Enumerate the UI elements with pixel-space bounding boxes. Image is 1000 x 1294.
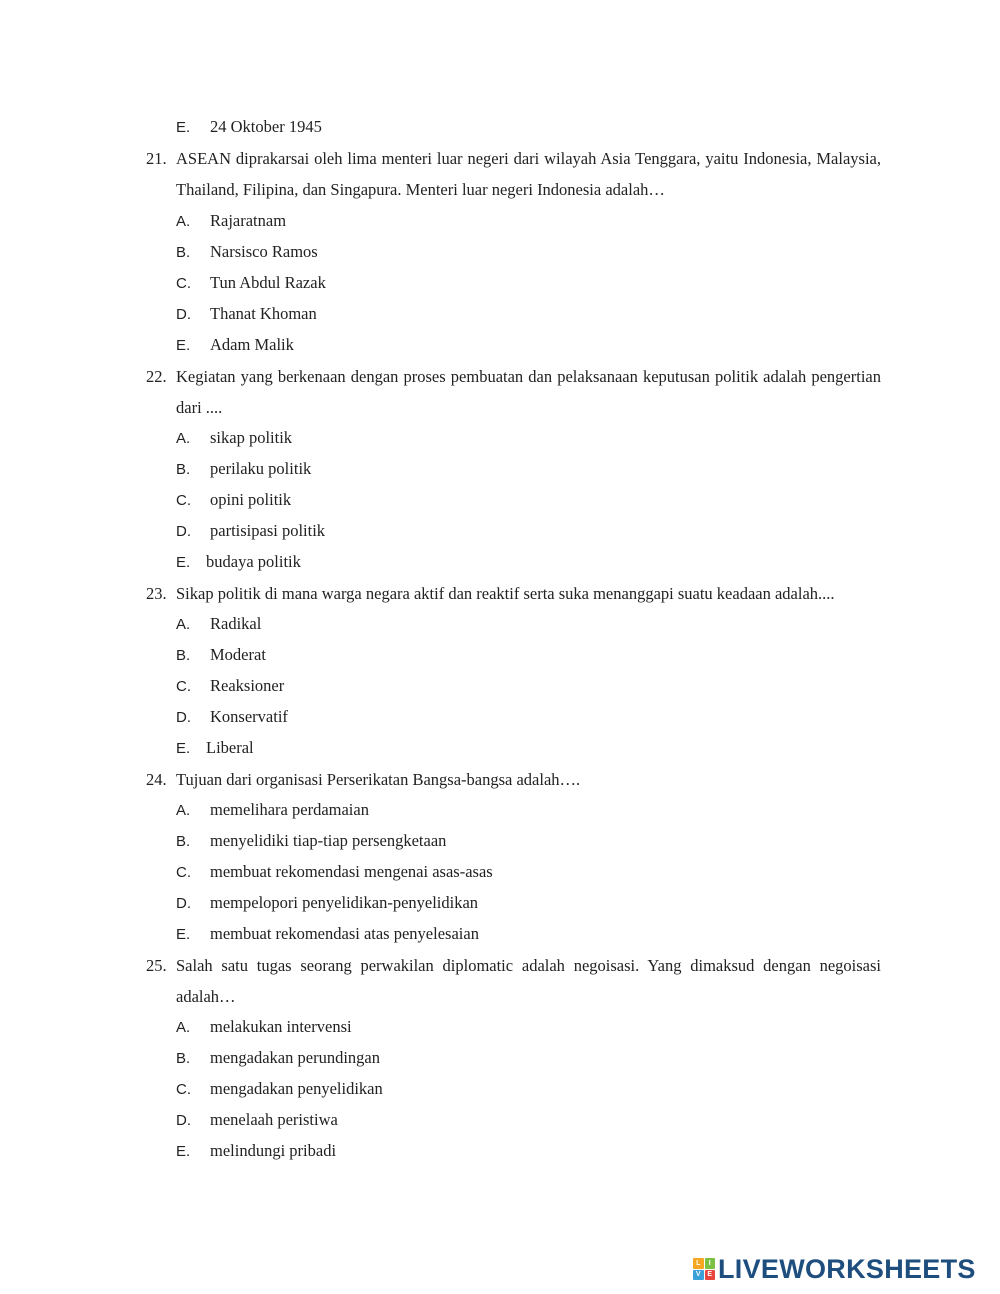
question-number: 23. [146,584,167,603]
option-letter: B. [176,647,191,664]
option-text: 24 Oktober 1945 [210,117,322,136]
option-text: sikap politik [210,428,293,447]
q22-option-e[interactable] [176,552,301,573]
q21-option-c[interactable] [176,273,326,294]
option-letter: C. [176,864,191,881]
q24-option-e[interactable] [176,924,479,945]
option-letter: B. [176,833,191,850]
option-text: perilaku politik [210,459,312,478]
question-text: ASEAN diprakarsai oleh lima menteri luar negeri dari wilayah Asia Tenggara, yaitu Indonesia, Malaysia, Thailand, Filipina, dan Singapura. Menteri luar negeri Indonesia adalah… [176,149,881,199]
option-letter: A. [176,213,191,230]
option-text: Adam Malik [210,335,294,354]
option-letter: D. [176,523,191,540]
q22-option-a[interactable] [176,428,292,449]
option-letter: E. [176,740,191,757]
option-letter: E. [176,119,191,136]
option-letter: E. [176,337,191,354]
option-prev-e[interactable] [176,117,322,138]
q23-option-e[interactable] [176,738,254,759]
q21-option-a[interactable] [176,211,286,232]
badge-letter: L [693,1258,704,1269]
q23-option-a[interactable] [176,614,261,635]
question-text: Sikap politik di mana warga negara aktif dan reaktif serta suka menanggapi suatu keadaan adalah.... [176,584,835,603]
option-letter: E. [176,554,191,571]
option-letter: E. [176,926,191,943]
q23-option-d[interactable] [176,707,288,728]
q25-option-e[interactable] [176,1141,336,1162]
question-number: 24. [146,770,167,789]
q25-option-b[interactable] [176,1048,380,1069]
question-text: Tujuan dari organisasi Perserikatan Bangsa-bangsa adalah…. [176,770,581,789]
live-badge-icon [693,1258,715,1280]
option-text: Thanat Khoman [210,304,317,323]
option-text: Konservatif [210,707,288,726]
option-text: Rajaratnam [210,211,287,230]
q22-option-d[interactable] [176,521,325,542]
q25-option-c[interactable] [176,1079,383,1100]
option-letter: D. [176,1112,191,1129]
option-letter: D. [176,895,191,912]
option-text: Liberal [206,738,254,757]
q22-option-c[interactable] [176,490,291,511]
badge-letter: I [705,1258,716,1269]
liveworksheets-logo[interactable] [693,1254,976,1284]
option-text: partisipasi politik [210,521,326,540]
q22-option-b[interactable] [176,459,311,480]
option-letter: C. [176,1081,191,1098]
question-22 [146,361,881,423]
option-letter: A. [176,802,191,819]
logo-text: LIVEWORKSHEETS [718,1254,976,1284]
option-letter: A. [176,616,191,633]
option-text: menelaah peristiwa [210,1110,338,1129]
question-number: 25. [146,956,167,975]
question-number: 22. [146,367,167,386]
option-text: menyelidiki tiap-tiap persengketaan [210,831,447,850]
q21-option-d[interactable] [176,304,317,325]
option-letter: A. [176,430,191,447]
q25-option-a[interactable] [176,1017,352,1038]
q24-option-d[interactable] [176,893,478,914]
badge-letter: V [693,1270,704,1281]
option-text: mempelopori penyelidikan-penyelidikan [210,893,479,912]
option-letter: C. [176,678,191,695]
option-text: Moderat [210,645,266,664]
option-text: membuat rekomendasi mengenai asas-asas [210,862,493,881]
option-text: Tun Abdul Razak [210,273,326,292]
q23-option-c[interactable] [176,676,284,697]
question-text: Salah satu tugas seorang perwakilan diplomatic adalah negoisasi. Yang dimaksud dengan negoisasi adalah… [176,956,881,1006]
option-letter: D. [176,709,191,726]
option-letter: C. [176,275,191,292]
q25-option-d[interactable] [176,1110,338,1131]
option-text: melakukan intervensi [210,1017,352,1036]
option-letter: D. [176,306,191,323]
q21-option-e[interactable] [176,335,294,356]
q21-option-b[interactable] [176,242,318,263]
q24-option-c[interactable] [176,862,493,883]
option-letter: B. [176,244,191,261]
question-21 [146,143,881,205]
badge-letter: E [705,1270,716,1281]
option-text: membuat rekomendasi atas penyelesaian [210,924,479,943]
question-24 [146,764,881,795]
question-text: Kegiatan yang berkenaan dengan proses pembuatan dan pelaksanaan keputusan politik adalah pengertian dari .... [176,367,881,417]
question-23 [146,578,881,609]
option-letter: A. [176,1019,191,1036]
option-text: mengadakan perundingan [210,1048,380,1067]
option-text: Radikal [210,614,262,633]
question-25 [146,950,881,1012]
option-text: mengadakan penyelidikan [210,1079,383,1098]
q24-option-a[interactable] [176,800,369,821]
option-letter: B. [176,461,191,478]
option-text: memelihara perdamaian [210,800,369,819]
q24-option-b[interactable] [176,831,446,852]
option-text: Reaksioner [210,676,285,695]
option-letter: B. [176,1050,191,1067]
question-number: 21. [146,149,167,168]
option-text: Narsisco Ramos [210,242,318,261]
option-letter: C. [176,492,191,509]
option-text: opini politik [210,490,292,509]
q23-option-b[interactable] [176,645,266,666]
option-text: budaya politik [206,552,301,571]
option-letter: E. [176,1143,191,1160]
option-text: melindungi pribadi [210,1141,337,1160]
